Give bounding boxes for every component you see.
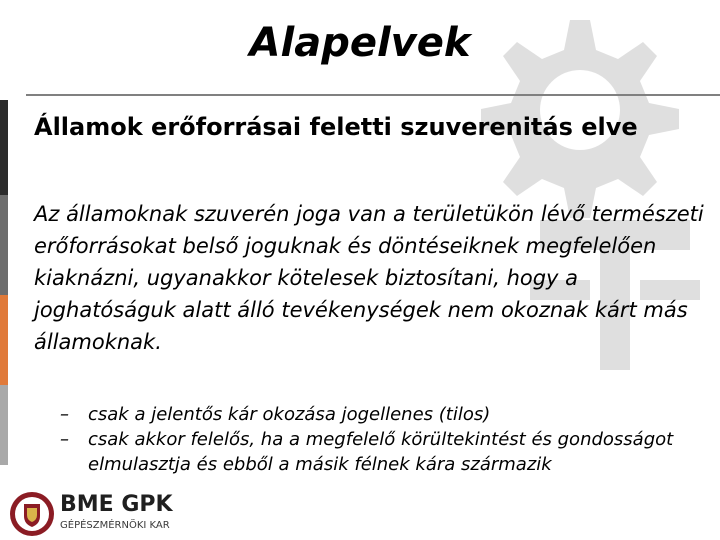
bullet-text: csak akkor felelős, ha a megfelelő körültekintést és gondosságot elmulasztja és ebből a másik félnek kára származik xyxy=(88,429,674,475)
bullet-text: csak a jelentős kár okozása jogellenes (tilos) xyxy=(88,404,491,425)
accent-bar-mid xyxy=(0,195,8,295)
slide-title: Alapelvek xyxy=(249,20,471,66)
bullet-dash: – xyxy=(60,404,69,425)
accent-bar-dark xyxy=(0,100,8,195)
bullet-item xyxy=(60,402,700,427)
accent-bar-light xyxy=(0,385,8,465)
university-crest-icon xyxy=(8,490,56,538)
accent-bar-orange xyxy=(0,295,8,385)
bullet-list xyxy=(60,402,700,477)
bullet-item xyxy=(60,427,700,477)
bullet-dash: – xyxy=(60,429,69,450)
title-divider xyxy=(26,94,720,96)
logo-name: BME GPK xyxy=(60,492,173,517)
logo-subtitle: GÉPÉSZMÉRNÖKI KAR xyxy=(60,520,170,531)
faculty-logo xyxy=(8,490,188,538)
principle-body: Az államoknak szuverén joga van a területükön lévő természeti erőforrásokat belső joguknak és döntéseiknek megfelelően kiaknázni, ugyanakkor kötelesek biztosítani, hogy a joghatóságuk alatt álló tevékenységek nem okoznak kárt más államoknak. xyxy=(34,202,704,354)
principle-heading: Államok erőforrásai feletti szuverenitás elve xyxy=(34,113,638,141)
